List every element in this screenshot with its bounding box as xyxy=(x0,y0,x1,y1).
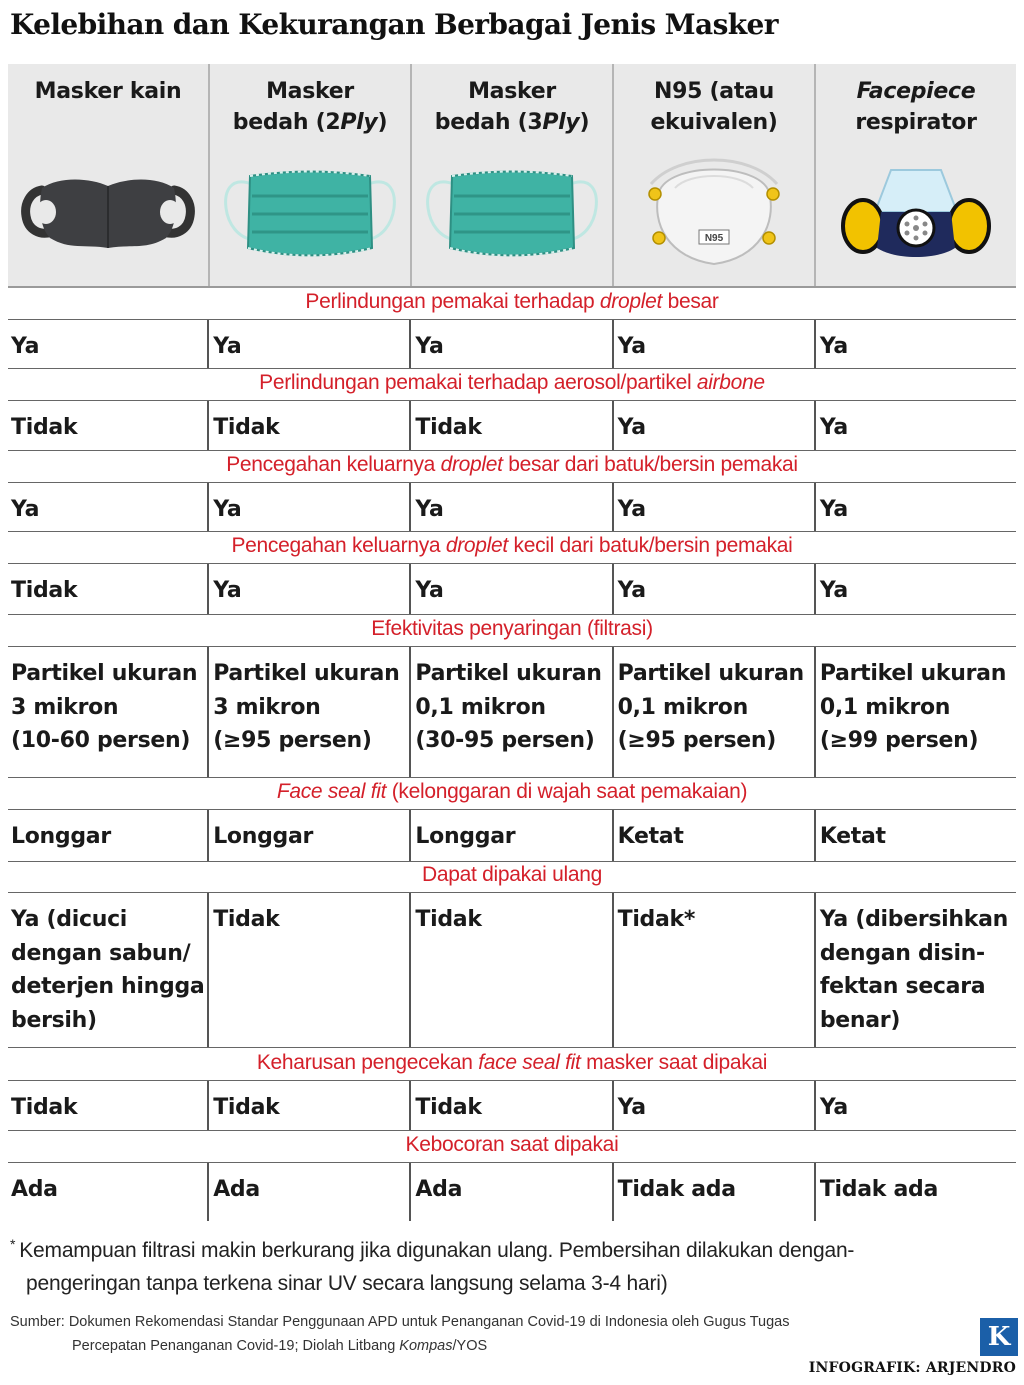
table-row xyxy=(8,563,1016,615)
table-cell: Tidak xyxy=(11,578,78,603)
table-row xyxy=(8,809,1016,862)
table-cell: Ya xyxy=(612,1081,814,1130)
table-cell: Ya (dibersihkan dengan disin- fektan secara benar) xyxy=(814,893,1016,1047)
section-title-kebocoran: Kebocoran saat dipakai xyxy=(405,1133,619,1156)
table-cell: Partikel ukuran 0,1 mikron (≥95 persen) xyxy=(612,647,814,777)
section-title-dipakai-ulang: Dapat dipakai ulang xyxy=(422,863,602,886)
table-cell: Tidak ada xyxy=(814,1163,1016,1221)
table-cell: Ya xyxy=(612,483,814,531)
surgical-mask-icon xyxy=(210,152,410,272)
table-cell: Ya xyxy=(814,320,1016,368)
table-cell: Ya xyxy=(409,483,611,531)
table-row xyxy=(8,482,1016,532)
table-cell: Longgar xyxy=(11,824,111,849)
column-header-cloth-mask xyxy=(8,64,208,286)
section-title-filtrasi: Efektivitas penyaringan (filtrasi) xyxy=(371,617,653,640)
table-cell: Ya xyxy=(207,483,409,531)
footnote: * Kemampuan filtrasi makin berkurang jika digunakan ulang. Pembersihan dilakukan dengan- pengeringan tanpa terkena sinar UV secara langsung selama 3-4 hari) xyxy=(10,1236,855,1295)
table-cell: Tidak xyxy=(409,1081,611,1130)
table-cell: Partikel ukuran 3 mikron (≥95 persen) xyxy=(207,647,409,777)
kompas-logo: K xyxy=(980,1318,1018,1356)
table-cell: Tidak xyxy=(409,893,611,1047)
n95-mask-icon xyxy=(614,152,814,272)
table-cell: Ya xyxy=(814,483,1016,531)
table-cell: Ya xyxy=(11,497,40,522)
column-label: Masker bedah (2Ply) xyxy=(232,79,388,135)
table-cell: Ya xyxy=(814,564,1016,614)
column-label: Masker kain xyxy=(34,79,182,104)
table-cell: Ada xyxy=(409,1163,611,1221)
section-title-keluar-droplet-besar: Pencegahan keluarnya droplet besar dari batuk/bersin pemakai xyxy=(226,453,798,476)
table-cell: Ya (dicuci dengan sabun/ deterjen hingga bersih) xyxy=(11,907,205,1033)
table-cell: Ya xyxy=(409,320,611,368)
column-label: Facepiece respirator xyxy=(855,79,977,135)
table-cell: Tidak xyxy=(11,415,78,440)
table-cell: Longgar xyxy=(409,810,611,861)
column-label: Masker bedah (3Ply) xyxy=(434,79,590,135)
table-row xyxy=(8,646,1016,778)
table-row xyxy=(8,1080,1016,1131)
table-cell: Ya xyxy=(814,401,1016,450)
column-header-n95 xyxy=(612,64,814,286)
table-cell: Partikel ukuran 0,1 mikron (30-95 persen) xyxy=(409,647,611,777)
surgical-mask-icon xyxy=(412,152,612,272)
table-cell: Ya xyxy=(814,1081,1016,1130)
table-cell: Ada xyxy=(11,1177,58,1202)
n95-stamp-label: N95 xyxy=(704,233,724,244)
table-row xyxy=(8,1162,1016,1221)
section-title-pengecekan-face-seal: Keharusan pengecekan face seal fit masker saat dipakai xyxy=(256,1051,768,1074)
table-cell: Tidak xyxy=(207,401,409,450)
table-cell: Longgar xyxy=(207,810,409,861)
section-title-aerosol: Perlindungan pemakai terhadap aerosol/partikel airbone xyxy=(259,371,765,394)
infographic-credit: INFOGRAFIK: ARJENDRO xyxy=(808,1360,1016,1376)
table-cell: Ya xyxy=(11,334,40,359)
table-cell: Ketat xyxy=(814,810,1016,861)
table-cell: Ketat xyxy=(612,810,814,861)
table-cell: Tidak xyxy=(409,401,611,450)
respirator-icon xyxy=(816,152,1016,272)
section-title-droplet-besar: Perlindungan pemakai terhadap droplet besar xyxy=(305,290,719,313)
section-title-face-seal-fit: Face seal fit (kelonggaran di wajah saat pemakaian) xyxy=(276,780,748,803)
table-cell: Tidak xyxy=(207,893,409,1047)
column-label: N95 (atau ekuivalen) xyxy=(650,79,778,135)
infographic-title: Kelebihan dan Kekurangan Berbagai Jenis Masker xyxy=(10,8,778,41)
table-cell: Partikel ukuran 3 mikron (10-60 persen) xyxy=(11,661,198,753)
column-header-facepiece-respirator xyxy=(814,64,1016,286)
table-cell: Partikel ukuran 0,1 mikron (≥99 persen) xyxy=(814,647,1016,777)
table-cell: Tidak xyxy=(11,1095,78,1120)
mask-type-header xyxy=(8,64,1016,288)
table-cell: Ya xyxy=(207,320,409,368)
cloth-mask-icon xyxy=(8,152,208,272)
table-cell: Ada xyxy=(207,1163,409,1221)
table-row xyxy=(8,892,1016,1048)
table-row xyxy=(8,319,1016,369)
table-cell: Ya xyxy=(409,564,611,614)
table-cell: Ya xyxy=(612,320,814,368)
table-cell: Tidak ada xyxy=(612,1163,814,1221)
table-cell: Tidak* xyxy=(612,893,814,1047)
table-cell: Ya xyxy=(612,564,814,614)
section-title-keluar-droplet-kecil: Pencegahan keluarnya droplet kecil dari batuk/bersin pemakai xyxy=(231,534,793,557)
table-row xyxy=(8,400,1016,451)
column-header-surgical-2ply xyxy=(208,64,410,286)
table-cell: Tidak xyxy=(207,1081,409,1130)
column-header-surgical-3ply xyxy=(410,64,612,286)
table-cell: Ya xyxy=(207,564,409,614)
table-cell: Ya xyxy=(612,401,814,450)
source-note: Sumber: Dokumen Rekomendasi Standar Penggunaan APD untuk Penanganan Covid-19 di Indonesia oleh Gugus Tugas Percepatan Penanganan Covid-19; Diolah Litbang Kompas/YOS xyxy=(10,1314,790,1354)
